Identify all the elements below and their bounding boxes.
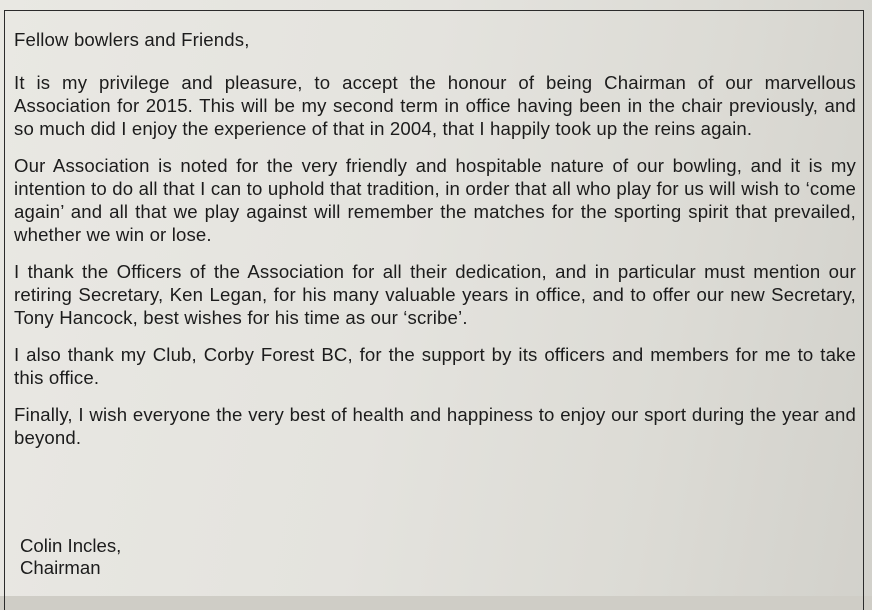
paragraph-3: I thank the Officers of the Association for all their dedication, and in particular must mention our retiring Secretary, Ken Legan, for his many valuable years in office, and to offer our new Secretary, Tony Hancock, best wishes for his time as our ‘scribe’. — [14, 261, 856, 328]
signature-block — [20, 535, 121, 579]
paragraph-2: Our Association is noted for the very friendly and hospitable nature of our bowling, and it is my intention to do all that I can to uphold that tradition, in order that all who play for us will wish to ‘come again’ and all that we play against will remember the matches for the sporting spirit that prevailed, whether we win or lose. — [14, 155, 856, 245]
paragraph-1: It is my privilege and pleasure, to accept the honour of being Chairman of our marvellous Association for 2015. This will be my second term in office having been in the chair previously, and so much did I enjoy the experience of that in 2004, that I happily took up the reins again. — [14, 72, 856, 139]
paragraph-5: Finally, I wish everyone the very best of health and happiness to enjoy our sport during the year and beyond. — [14, 404, 856, 448]
greeting: Fellow bowlers and Friends, — [14, 29, 250, 50]
signature-title: Chairman — [20, 557, 101, 578]
letter-body — [14, 24, 856, 449]
paragraph-4: I also thank my Club, Corby Forest BC, for the support by its officers and members for me to take this office. — [14, 344, 856, 388]
signature-name: Colin Incles, — [20, 535, 122, 556]
